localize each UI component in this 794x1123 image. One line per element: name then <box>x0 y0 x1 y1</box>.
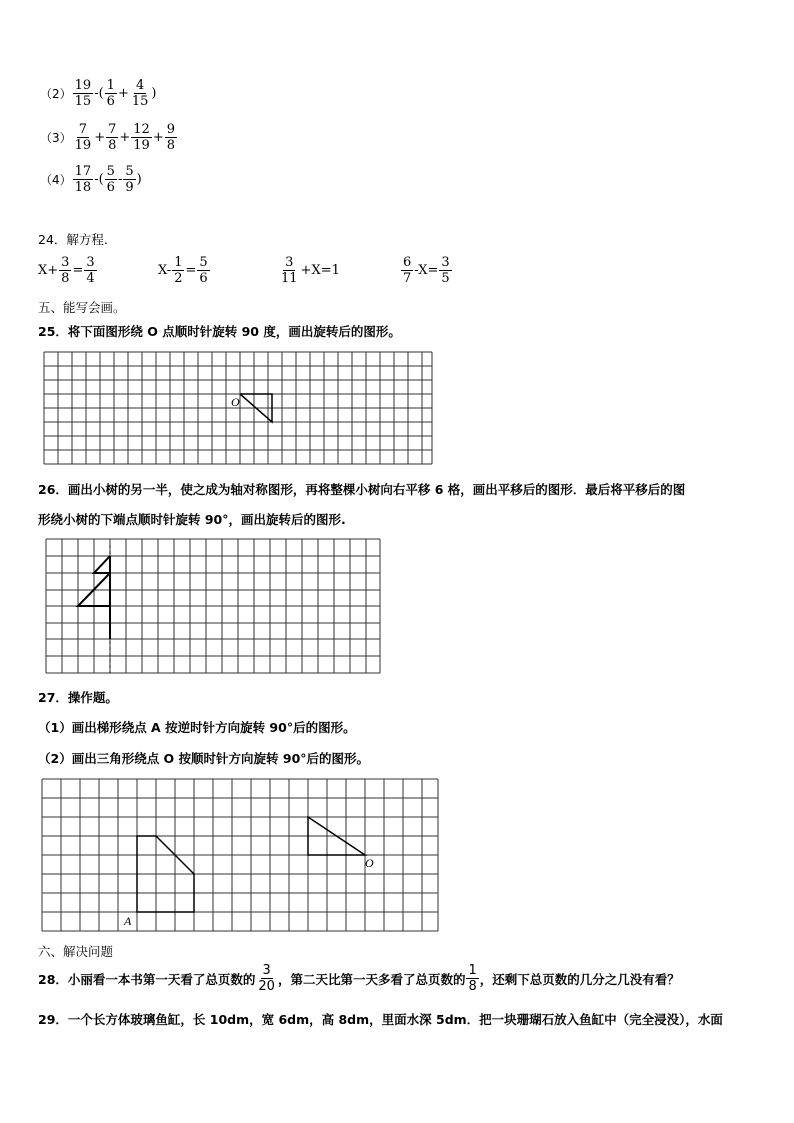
point-o-label: O <box>365 856 374 870</box>
calc-item-3 <box>40 122 178 153</box>
q27-sub2: （2）画出三角形绕点 O 按顺时针方向旋转 90°后的图形。 <box>38 751 370 766</box>
equation-1: X+ $\frac{3}{8}$ = $\frac{3}{4}$ <box>38 255 95 286</box>
fraction: $\frac{9}{8}$ <box>166 122 176 153</box>
q26-grid <box>42 535 384 677</box>
fraction: $\frac{5}{6}$ <box>106 164 115 195</box>
operator: + <box>117 86 129 101</box>
q25-grid <box>40 348 436 468</box>
calc-item-4 <box>40 164 142 195</box>
q26-line2: 形绕小树的下端点顺时针旋转 90°，画出旋转后的图形. <box>38 512 346 527</box>
operator: + <box>94 130 106 145</box>
operator: + <box>152 130 164 145</box>
q27-grid <box>38 775 442 935</box>
equation-2: X- $\frac{1}{2}$ = $\frac{5}{6}$ <box>158 255 208 286</box>
operator: ) <box>136 172 142 187</box>
fraction: $\frac{17}{18}$ <box>74 164 92 195</box>
item-label: （4） <box>40 173 72 187</box>
q27-title: 27．操作题。 <box>38 690 118 705</box>
operator: + <box>119 130 131 145</box>
fraction: $\frac{1}{6}$ <box>106 78 115 109</box>
fraction: $\frac{12}{19}$ <box>133 122 150 153</box>
q26-line1: 26．画出小树的另一半，使之成为轴对称图形，再将整棵小树向右平移 6 格，画出平移后的图形．最后将平移后的图 <box>38 482 686 497</box>
fraction: $\frac{5}{9}$ <box>125 164 134 195</box>
section-6-heading: 六、解决问题 <box>38 944 114 959</box>
operator: ) <box>151 86 157 101</box>
fraction: $\frac{19}{15}$ <box>74 78 92 109</box>
item-label: （2） <box>40 87 72 101</box>
q28-text: 28．小丽看一本书第一天看了总页数的 $\frac{3}{20}$ ，第二天比第一天多看了总页数的 $\frac{1}{8}$ ，还剩下总页数的几分之几没有看？ <box>38 963 680 994</box>
point-a-label: A <box>124 914 132 928</box>
q24-title: 24．解方程. <box>38 232 108 247</box>
calc-item-2 <box>40 78 156 109</box>
item-label: （3） <box>40 131 72 145</box>
operator: - <box>117 172 123 187</box>
point-o-label: O <box>231 395 240 409</box>
fraction: $\frac{7}{19}$ <box>74 122 92 153</box>
q25-text: 25．将下面图形绕 O 点顺时针旋转 90 度，画出旋转后的图形。 <box>38 324 401 339</box>
q27-sub1: （1）画出梯形绕点 A 按逆时针方向旋转 90°后的图形。 <box>38 720 356 735</box>
fraction: $\frac{7}{8}$ <box>108 122 117 153</box>
operator: -( <box>94 86 104 101</box>
fraction: $\frac{4}{15}$ <box>131 78 149 109</box>
equation-4: $\frac{6}{7}$ -X= $\frac{3}{5}$ <box>403 255 450 286</box>
q29-text: 29．一个长方体玻璃鱼缸，长 10dm，宽 6dm，高 8dm，里面水深 5dm．把一块珊瑚石放入鱼缸中（完全浸没），水面 <box>38 1012 723 1027</box>
operator: -( <box>94 172 104 187</box>
equation-3: $\frac{3}{11}$ +X=1 <box>281 255 340 286</box>
section-5-heading: 五、能写会画。 <box>38 300 126 315</box>
